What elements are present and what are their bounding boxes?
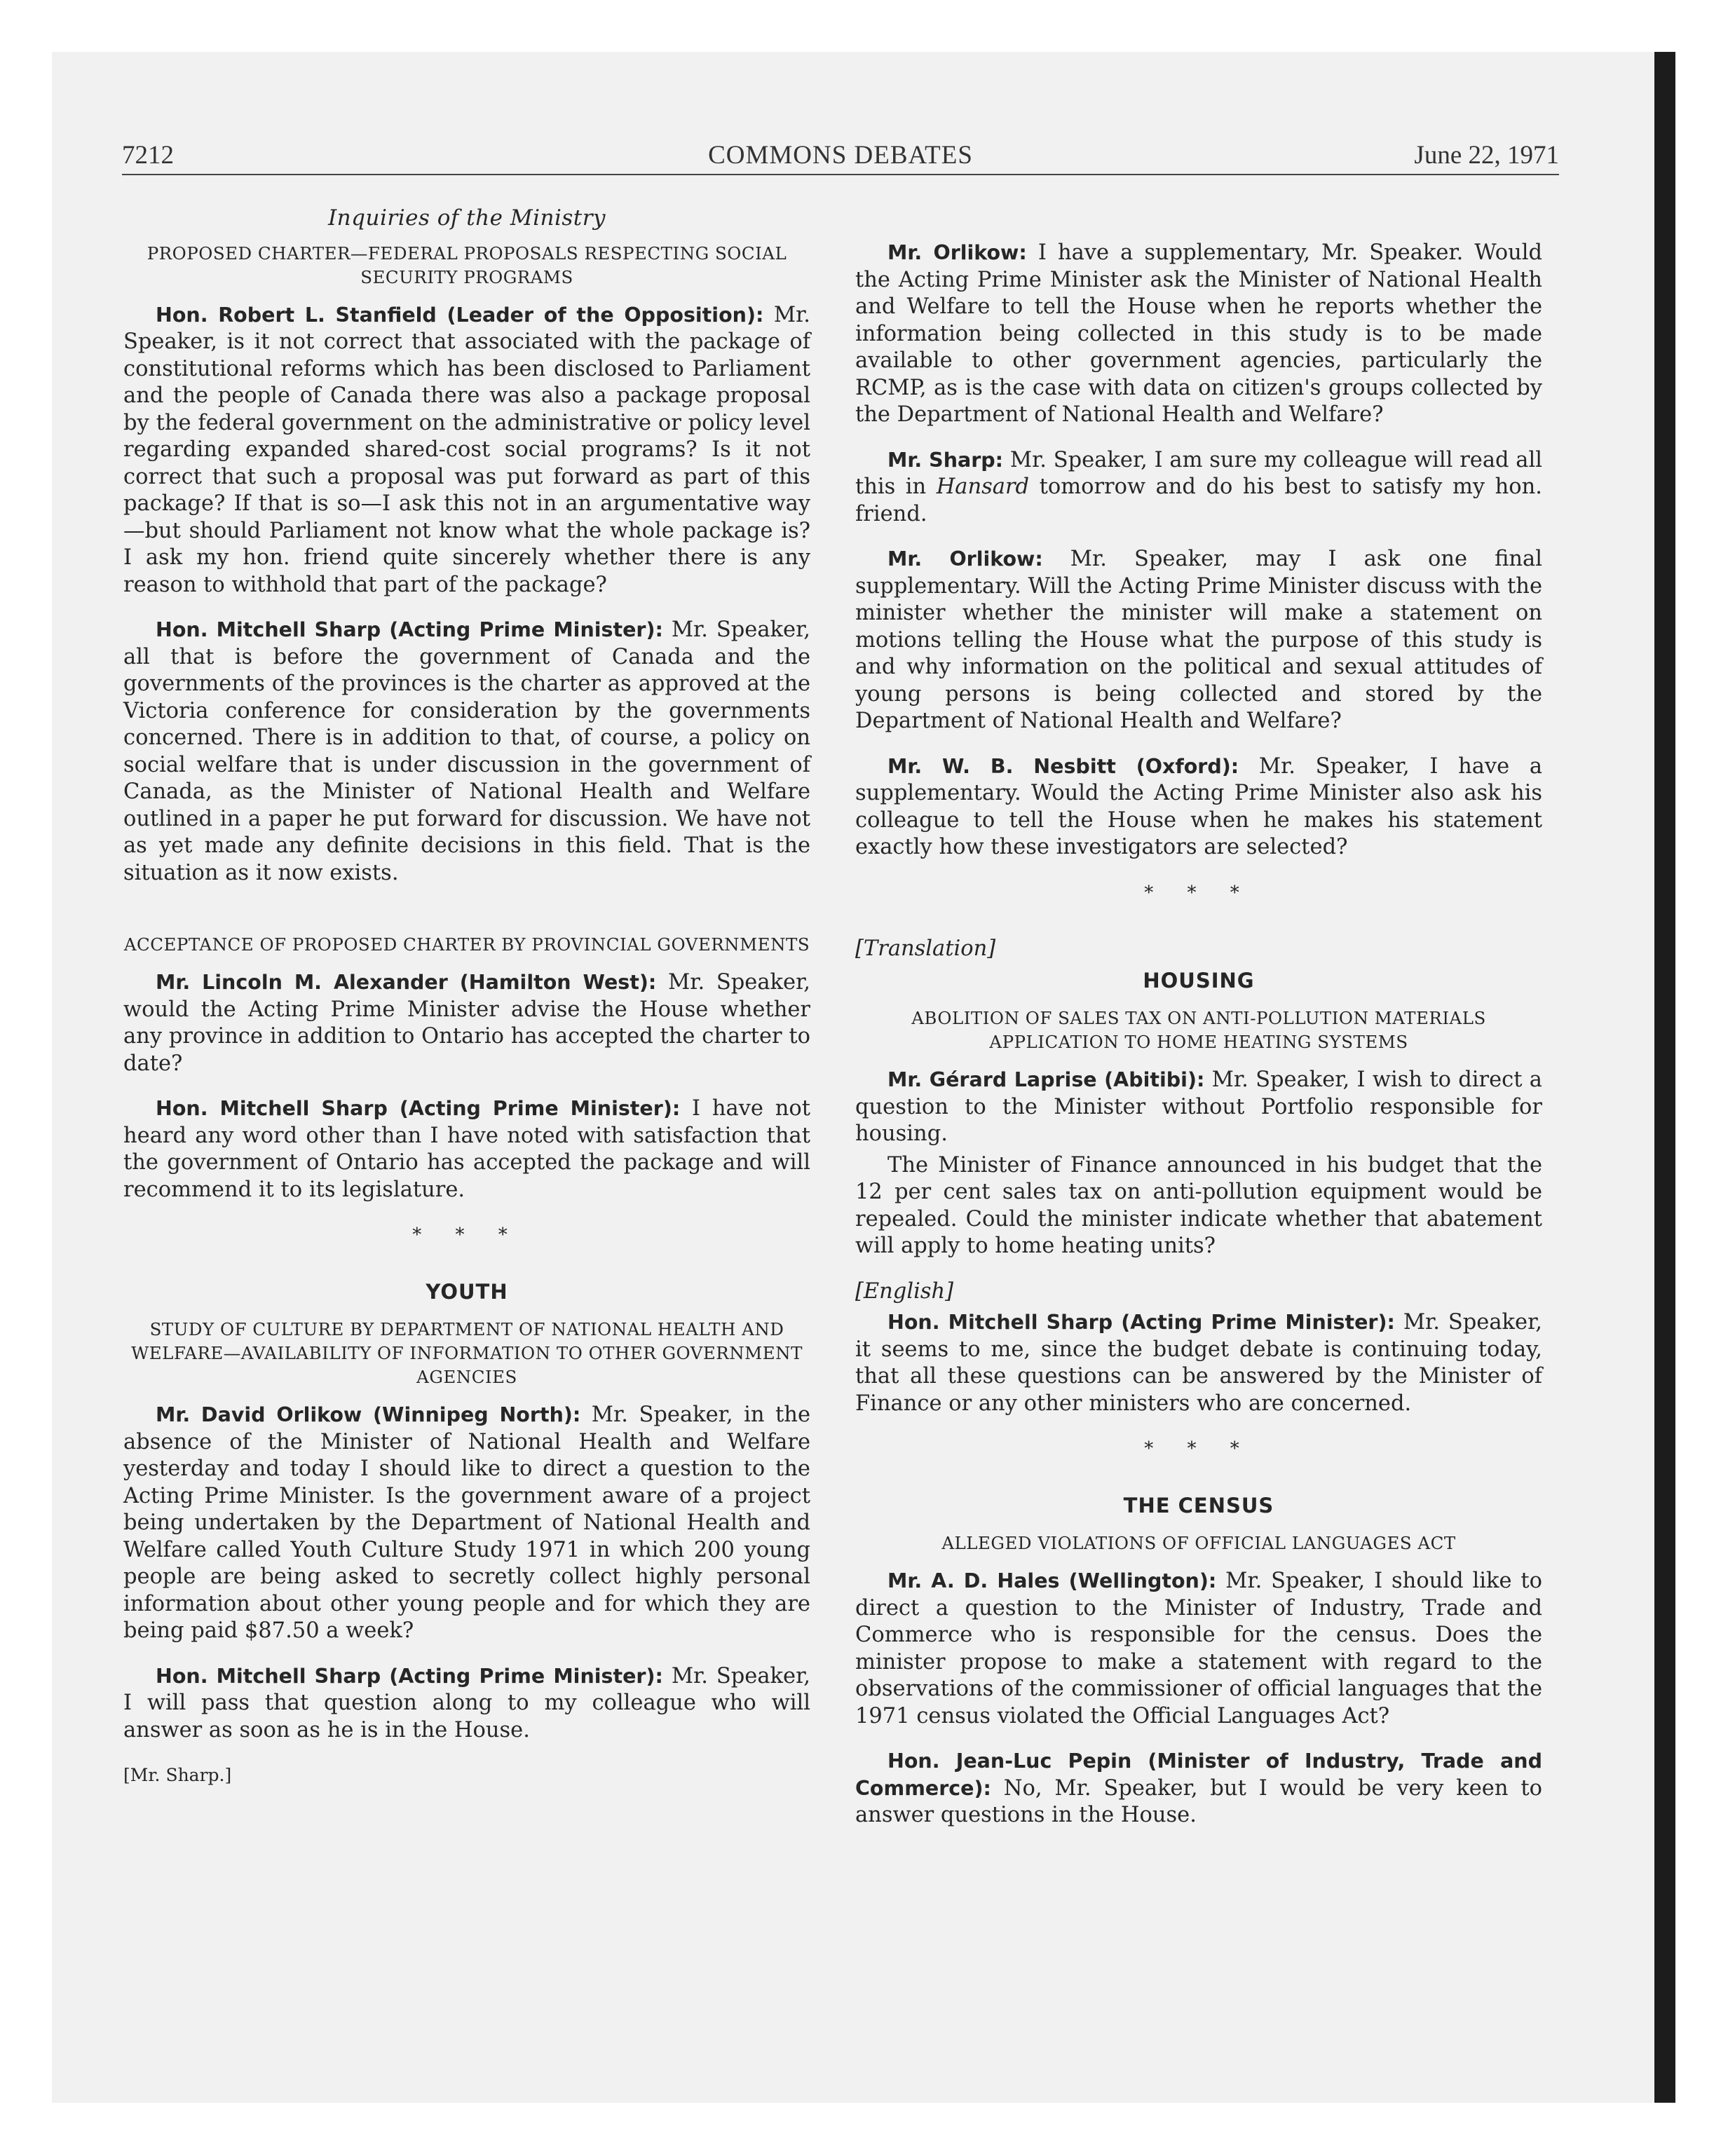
speech-text: Mr. Speaker, may I ask one final supplementary. Will the Acting Prime Minister discuss with the minister whether the minister will make a statement on motions telling the House what the purpose of this study is and why information on the political and sexual attitudes of young persons is being collected and stored by the Department of National Health and Welfare?	[855, 547, 1542, 733]
speaker-name: Mr. David Orlikow (Winnipeg North):	[156, 1403, 581, 1426]
inquiries-heading: Inquiries of the Ministry	[327, 205, 606, 231]
subheading-youth-study: STUDY OF CULTURE BY DEPARTMENT OF NATIONAL HEALTH AND WELFARE—AVAILABILITY OF INFORMATION TO OTHER GOVERNMENT AGENCIES	[131, 1319, 803, 1387]
speech-text: Mr. Speaker, I should like to direct a question to the Minister of Industry, Trade and Commerce who is responsible for the census. Does the minister propose to make a statement with regard to the observations of the commissioner of official languages that the 1971 census violated the Official Languages Act?	[855, 1569, 1542, 1728]
paragraph-laprise-cont: The Minister of Finance announced in his budget that the 12 per cent sales tax on anti-pollution equipment would be repealed. Could the minister indicate whether that abatement will apply to home heating units?	[855, 1152, 1542, 1258]
speaker-name: Mr. Lincoln M. Alexander (Hamilton West):	[156, 971, 657, 994]
speaker-name: Hon. Mitchell Sharp (Acting Prime Minister):	[156, 1097, 681, 1120]
paragraph-hales	[855, 1568, 1542, 1730]
paragraph-orlikow-3	[855, 546, 1542, 735]
section-heading-youth: YOUTH	[426, 1279, 508, 1304]
scan-edge-bar	[1654, 52, 1675, 2103]
speech-text: Mr. Speaker, I have a supplementary. Would the Acting Prime Minister also ask his colleague to tell the House when he makes his statement exactly how these investigators are selected?	[855, 753, 1543, 859]
speaker-name: Hon. Mitchell Sharp (Acting Prime Minister):	[156, 618, 663, 641]
publication-date: June 22, 1971	[1414, 141, 1559, 170]
subheading-official-languages: ALLEGED VIOLATIONS OF OFFICIAL LANGUAGES ACT	[941, 1533, 1456, 1553]
paragraph-nesbitt	[855, 753, 1542, 861]
speech-text: Mr. Speaker, would the Acting Prime Minister advise the House whether any province in addition to Ontario has accepted the charter to date?	[123, 970, 810, 1076]
section-heading-housing: HOUSING	[1143, 968, 1255, 992]
paragraph-pepin	[855, 1748, 1542, 1829]
paragraph-sharp-5	[855, 1309, 1542, 1417]
speaker-name: Mr. A. D. Hales (Wellington):	[887, 1569, 1217, 1592]
speech-text: Mr. Speaker, I wish to direct a question to the Minister without Portfolio responsible for housing.	[855, 1067, 1542, 1146]
english-marker: [English]	[855, 1278, 954, 1304]
speech-text: Mr. Speaker, I am sure my colleague will read all this in	[855, 447, 1542, 499]
paragraph-orlikow-2	[855, 240, 1542, 429]
section-separator: * * *	[412, 1224, 522, 1246]
section-separator: * * *	[1144, 1438, 1253, 1459]
paragraph-orlikow	[123, 1402, 810, 1645]
paragraph-stanfield	[123, 302, 810, 599]
section-heading-census: THE CENSUS	[1123, 1493, 1274, 1517]
page-footer-note: [Mr. Sharp.]	[123, 1765, 232, 1785]
speech-text: tomorrow and do his best to satisfy my hon. friend.	[855, 475, 1542, 526]
speaker-name: Mr. Gérard Laprise (Abitibi):	[887, 1068, 1205, 1091]
page-number: 7212	[122, 141, 174, 170]
speech-text: No, Mr. Speaker, but I would be very keen to answer questions in the House.	[855, 1775, 1542, 1827]
publication-title: COMMONS DEBATES	[708, 141, 973, 170]
hansard-italic: Hansard	[936, 475, 1030, 499]
paragraph-sharp-4	[855, 447, 1542, 528]
speaker-name: Hon. Mitchell Sharp (Acting Prime Minister):	[887, 1311, 1395, 1334]
speaker-name: Mr. Orlikow:	[887, 547, 1043, 571]
paragraph-sharp-3	[123, 1663, 810, 1745]
speech-text: I have not heard any word other than I have noted with satisfaction that the government of Ontario has accepted the package and will recommend it to its legislature.	[123, 1096, 810, 1202]
speech-text: Mr. Speaker, in the absence of the Minister of National Health and Welfare yesterday and today I should like to direct a question to the Acting Prime Minister. Is the government aware of a project being undertaken by the Department of National Health and Welfare called Youth Culture Study 1971 in which 200 young people are being asked to secretly collect highly personal information about other young people and for which they are being paid $87.50 a week?	[123, 1403, 810, 1643]
section-separator: * * *	[1144, 882, 1253, 903]
paragraph-sharp-1	[123, 617, 810, 887]
paragraph-alexander	[123, 969, 810, 1077]
speaker-name: Mr. Sharp:	[887, 448, 1004, 472]
header-rule	[122, 174, 1559, 175]
translation-marker: [Translation]	[855, 936, 996, 961]
paragraph-laprise	[855, 1067, 1542, 1148]
speech-text: Mr. Speaker, all that is before the government of Canada and the governments of the provinces is the charter as approved at the Victoria conference for consideration by the governments concerned. There is in addition to that, of course, a policy on social welfare that is under discussion in the government of Canada, as the Minister of National Health and Welfare outlined in a paper he put forward for discussion. We have not as yet made any definite decisions in this field. That is the situation as it now exists.	[123, 618, 810, 885]
speech-text: Mr. Speaker, it seems to me, since the budget debate is continuing today, that all these questions can be answered by the Minister of Finance or any other ministers who are concerned.	[855, 1310, 1542, 1416]
speech-text: Mr. Speaker, is it not correct that associated with the package of constitutional reforms which has been disclosed to Parliament and the people of Canada there was also a package proposal by the federal government on the administrative or policy level regarding expanded shared-cost social programs? Is it not correct that such a proposal was put forward as part of this package? If that is so—I ask this not in an argumentative way—but should Parliament not know what the whole package is? I ask my hon. friend quite sincerely whether there is any reason to withhold that part of the package?	[123, 302, 810, 597]
speaker-name: Hon. Mitchell Sharp (Acting Prime Minister):	[156, 1664, 663, 1688]
subheading-acceptance: ACCEPTANCE OF PROPOSED CHARTER BY PROVINCIAL GOVERNMENTS	[123, 934, 810, 955]
speaker-name: Hon. Jean-Luc Pepin (Minister of Industry, Trade and Commerce):	[855, 1749, 1542, 1800]
speaker-name: Hon. Robert L. Stanfield (Leader of the Opposition):	[156, 303, 764, 327]
page-header	[122, 139, 1559, 175]
subheading-social-security: PROPOSED CHARTER—FEDERAL PROPOSALS RESPECTING SOCIAL SECURITY PROGRAMS	[147, 243, 787, 287]
speaker-name: Mr. Orlikow:	[887, 241, 1027, 264]
right-column	[855, 240, 1542, 1848]
speaker-name: Mr. W. B. Nesbitt (Oxford):	[887, 754, 1239, 778]
paragraph-sharp-2	[123, 1096, 810, 1203]
speech-text: Mr. Speaker, I will pass that question along to my colleague who will answer as soon as he is in the House.	[123, 1663, 810, 1742]
left-column	[123, 205, 810, 1789]
subheading-sales-tax: ABOLITION OF SALES TAX ON ANTI-POLLUTION MATERIALS APPLICATION TO HOME HEATING SYSTEMS	[911, 1008, 1486, 1052]
speech-text: I have a supplementary, Mr. Speaker. Would the Acting Prime Minister ask the Minister of National Health and Welfare to tell the House when he reports whether the information being collected in this study is to be made available to other government agencies, particularly the RCMP, as is the case with data on citizen's groups collected by the Department of National Health and Welfare?	[855, 240, 1542, 427]
